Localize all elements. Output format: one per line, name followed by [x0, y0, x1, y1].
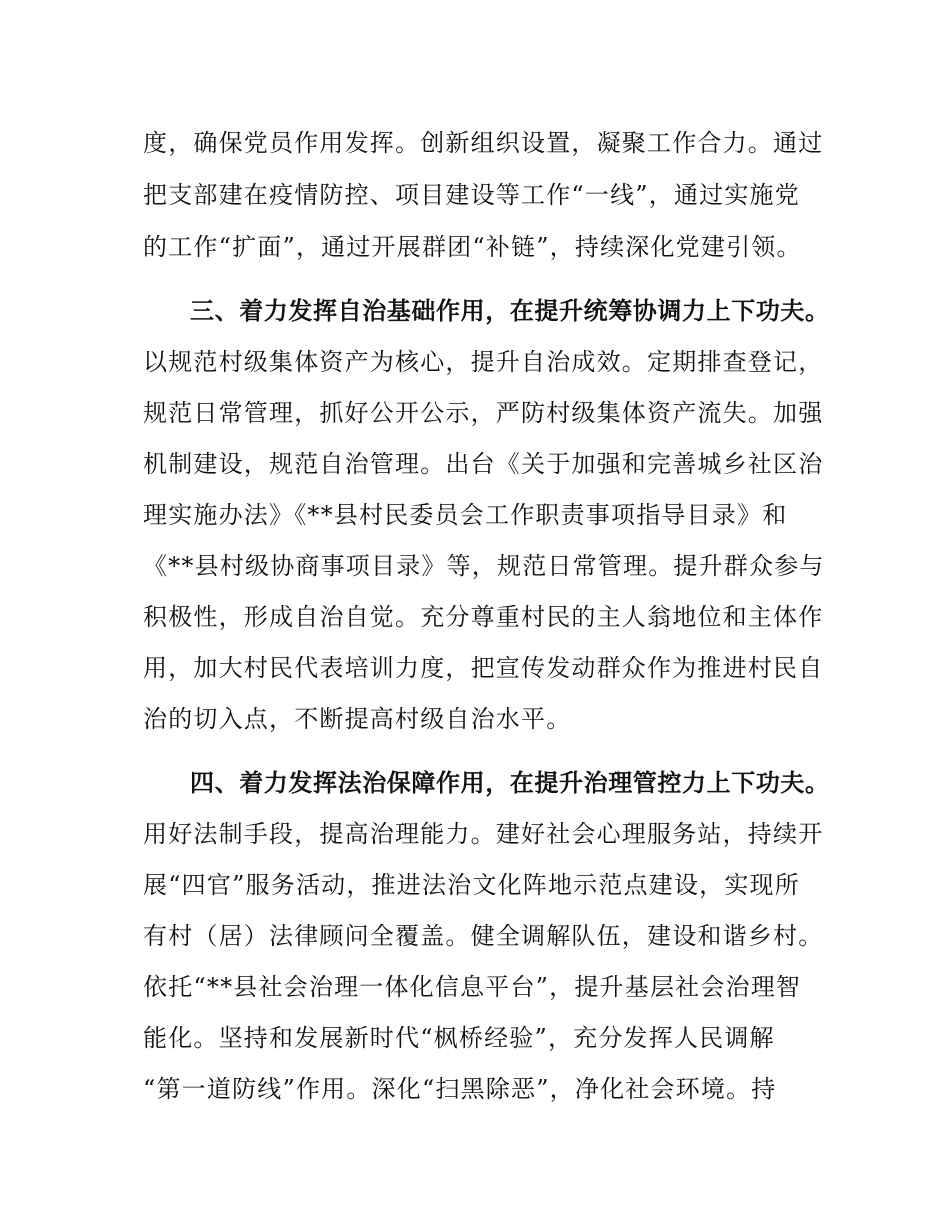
paragraph-line: 的工作“扩面”，通过开展群团“补链”，持续深化党建引领。: [143, 233, 802, 261]
paragraph-line: 度，确保党员作用发挥。创新组织设置，凝聚工作合力。通过: [143, 129, 824, 157]
paragraph-line: 把支部建在疫情防控、项目建设等工作“一线”，通过实施党: [143, 181, 800, 209]
paragraph-line: 积极性，形成自治自觉。充分尊重村民的主人翁地位和主体作: [143, 603, 824, 631]
paragraph-line: 《**县村级协商事项目录》等，规范日常管理。提升群众参与: [143, 552, 825, 580]
paragraph-line: 规范日常管理，抓好公开公示，严防村级集体资产流失。加强: [143, 399, 824, 427]
paragraph-line: 能化。坚持和发展新时代“枫桥经验”，充分发挥人民调解: [143, 1024, 775, 1052]
paragraph-line: 用，加大村民代表培训力度，把宣传发动群众作为推进村民自: [143, 654, 824, 682]
paragraph-line: 理实施办法》《**县村民委员会工作职责事项指导目录》和: [143, 501, 788, 529]
section-heading-3: 三、着力发挥自治基础作用，在提升统筹协调力上下功夫。: [190, 296, 830, 325]
paragraph-line: 用好法制手段，提高治理能力。建好社会心理服务站，持续开: [143, 820, 824, 848]
paragraph-line: 有村（居）法律顾问全覆盖。健全调解队伍，建设和谐乡村。: [143, 922, 824, 950]
paragraph-line: 机制建设，规范自治管理。出台《关于加强和完善城乡社区治: [143, 450, 824, 478]
paragraph-line: 展“四官”服务活动，推进法治文化阵地示范点建设，实现所: [143, 871, 800, 899]
paragraph-line: 依托“**县社会治理一体化信息平台”，提升基层社会治理智: [143, 973, 802, 1001]
paragraph-line: “第一道防线”作用。深化“扫黑除恶”，净化社会环境。持: [143, 1075, 777, 1103]
section-heading-4: 四、着力发挥法治保障作用，在提升治理管控力上下功夫。: [190, 768, 830, 797]
paragraph-line: 以规范村级集体资产为核心，提升自治成效。定期排查登记，: [143, 348, 824, 376]
paragraph-line: 治的切入点，不断提高村级自治水平。: [143, 705, 572, 733]
